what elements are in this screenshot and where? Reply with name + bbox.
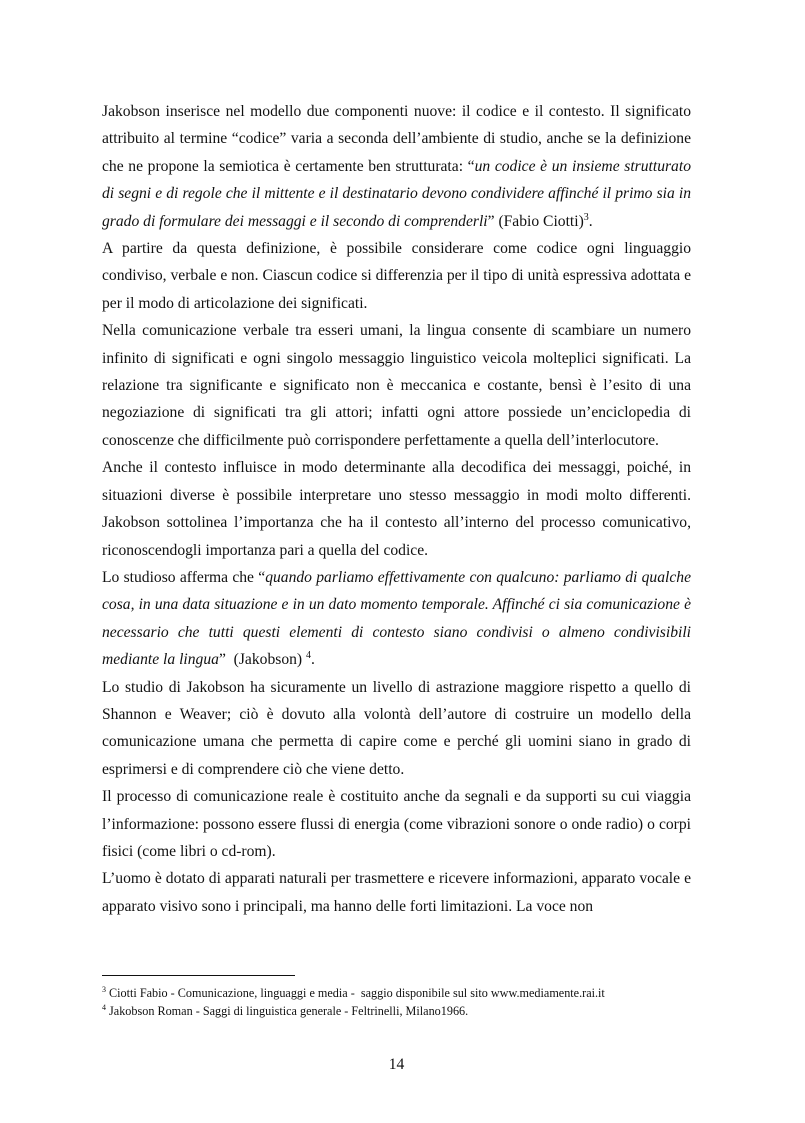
footnote-3: $^3$ Ciotti Fabio - Comunicazione, linguaggi e media - saggio disponibile sul sito www.mediamente.rai.it	[102, 984, 605, 1000]
paragraph-7: Il processo di comunicazione reale è costituito anche da segnali e da supporti su cui viaggia l’informazione: possono essere flussi di energia (come vibrazioni sonore o onde radio) o corpi fisici (come libri o cd-rom).	[102, 788, 691, 860]
paragraph-4: Anche il contesto influisce in modo determinante alla decodifica dei messaggi, poiché, in situazioni diverse è possibile interpretare uno stesso messaggio in modi molto differenti. Jakobson sottolinea l’importanza che ha il contesto all’interno del processo comunicativo, riconoscendogli importanza pari a quella del codice.	[102, 459, 691, 559]
footnote-4: $^4$ Jakobson Roman - Saggi di linguistica generale - Feltrinelli, Milano1966.	[102, 1002, 469, 1018]
paragraph-5: Lo studioso afferma che “quando parliamo effettivamente con qualcuno: parliamo di qualche cosa, in una data situazione e in un dato momento temporale. Affinché ci sia comunicazione è necessario che tutti questi elementi di contesto siano condivisi o almeno condivisibili mediante la lingua” (Jakobson) $^4$.	[102, 568, 691, 669]
footnote-ref-4: 4	[306, 649, 311, 661]
page-number: 14	[388, 1056, 405, 1073]
paragraph-2: A partire da questa definizione, è possibile considerare come codice ogni linguaggio condiviso, verbale e non. Ciascun codice si differenzia per il tipo di unità espressiva adottata e per il modo di articolazione dei significati.	[102, 240, 691, 312]
quote-codice: un codice è un insieme strutturato di segni e di regole che il mittente e il destinatario devono condividere affinché il primo sia in grado di formulare dei messaggi e il secondo di comprenderli	[102, 157, 691, 230]
footnote-ref-3: 3	[583, 211, 589, 223]
paragraph-1: Jakobson inserisce nel modello due componenti nuove: il codice e il contesto. Il significato attribuito al termine “codice” varia a seconda dell’ambiente di studio, anche se la definizione che ne propone la semiotica è certamente ben strutturata: “un codice è un insieme strutturato di segni e di regole che il mittente e il destinatario devono condividere affinché il primo sia in grado di formulare dei messaggi e il secondo di comprenderli” (Fabio Ciotti)$^3$.	[102, 103, 691, 230]
footnotes	[102, 984, 702, 1020]
paragraph-3: Nella comunicazione verbale tra esseri umani, la lingua consente di scambiare un numero infinito di significati e ogni singolo messaggio linguistico veicola molteplici significati. La relazione tra significante e significato non è meccanica e costante, bensì è l’esito di una negoziazione di significati tra gli attori; infatti ogni attore possiede un’enciclopedia di conoscenze che difficilmente può corrispondere perfettamente a quella dell’interlocutore.	[102, 322, 691, 449]
quote-contesto: quando parliamo effettivamente con qualcuno: parliamo di qualche cosa, in una data situazione e in un dato momento temporale. Affinché ci sia comunicazione è necessario che tutti questi elementi di contesto siano condivisi o almeno condivisibili mediante la lingua	[102, 568, 691, 669]
body-text	[102, 98, 691, 920]
paragraph-8: L’uomo è dotato di apparati naturali per trasmettere e ricevere informazioni, apparato vocale e apparato visivo sono i principali, ma hanno delle forti limitazioni. La voce non	[102, 870, 691, 915]
footnote-separator	[102, 975, 295, 976]
paragraph-6: Lo studio di Jakobson ha sicuramente un livello di astrazione maggiore rispetto a quello di Shannon e Weaver; ciò è dovuto alla volontà dell’autore di costruire un modello della comunicazione umana che permetta di capire come e perché gli uomini siano in grado di esprimersi e di comprendere ciò che viene detto.	[102, 678, 691, 778]
